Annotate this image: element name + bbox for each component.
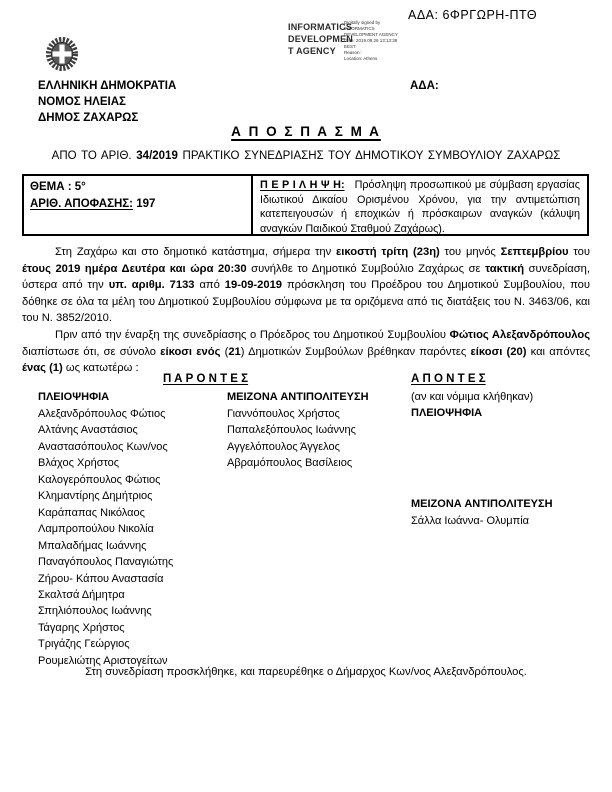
signature-detail-line: Reason: [344, 50, 361, 55]
council-member-name: Σπηλιόπουλος Ιωάννης [38, 605, 152, 618]
text-segment: ) Δημοτικών Συμβούλων βρέθηκαν παρόντες [240, 345, 471, 358]
text-segment: συνήλθε το Δημοτικό Συμβούλιο Ζαχάρως σε [246, 262, 486, 275]
council-member-name: Καλογερόπουλος Φώτιος [38, 473, 161, 486]
council-member-name: Βλάχος Χρήστος [38, 457, 120, 470]
topic-cell [24, 176, 253, 234]
text-segment: Πριν από την έναρξη της συνεδρίασης ο Πρόεδρος του Δημοτικού Συμβουλίου [55, 328, 450, 341]
text-segment: Στη Ζαχάρω και στο δημοτικό κατάστημα, σήμερα την [55, 246, 336, 258]
authority-line-municipality: ΔΗΜΟΣ ΖΑΧΑΡΩΣ [38, 112, 139, 124]
council-member-name: Ζήρου- Κάπου Αναστασία [38, 572, 164, 585]
council-member-name: Σάλλα Ιωάννα- Ολυμπία [411, 515, 530, 527]
council-member-name: Ρουμελιώτης Αριστογείτων [38, 654, 168, 667]
present-opposition-column [227, 389, 369, 472]
text-segment: Φώτιος Αλεξανδρόπουλος [449, 328, 591, 341]
signature-detail-line: DEVELOPMENT AGENCY [344, 32, 398, 37]
text-segment: πρόσκληση του Προέδρου του Δημοτικού Συμβουλίου, που δόθηκε σε όλα τα μέλη του Δημοτικού Συμβουλίου σύμφωνα με τα οριζόμενα από τις διατάξεις του Ν. 3463/06, και του Ν. 3852/2010. [22, 279, 591, 325]
council-member-name: Παναγόπουλος Παναγιώτης [38, 556, 174, 569]
text-segment: 19-09-2019 [224, 279, 283, 292]
absent-majority-label: ΠΛΕΙΟΨΗΦΙΑ [411, 407, 483, 419]
text-segment: υπ. αριθμ. 7133 [108, 279, 195, 292]
signature-agency-line: DEVELOPMEN [288, 34, 354, 44]
text-segment: είκοσι (20) [470, 345, 527, 358]
text-segment: Π Ε Ρ Ι Λ Η Ψ Η: [260, 179, 345, 191]
text-segment: Σεπτεμβρίου [500, 246, 569, 258]
council-member-name: Καράπαπας Νικόλαος [38, 506, 145, 519]
present-majority-list [38, 406, 173, 669]
document-subtitle [0, 150, 612, 162]
theme-number: ΘΕΜΑ : 5° [30, 181, 86, 193]
council-member-name: Μπαλαδήμας Ιωάννης [38, 539, 147, 552]
council-member-name: Σκαλτσά Δήμητρα [38, 588, 125, 601]
text-segment: του μηνός [439, 246, 501, 258]
present-majority-column [38, 389, 173, 669]
summary-cell [253, 176, 587, 234]
issuing-authority [38, 78, 176, 126]
text-segment: εικοστή τρίτη (23η) [336, 246, 440, 258]
text-segment: 21 [228, 345, 241, 358]
text-segment: ένας (1) [22, 362, 63, 375]
council-member-name: Αναστασόπουλος Κων/νος [38, 440, 168, 453]
topic-summary-box [22, 174, 589, 236]
document-title: Α Π Ο Σ Π Α Σ Μ Α [231, 124, 381, 139]
greek-national-emblem-icon [45, 36, 79, 72]
signature-detail-line: EEST [344, 44, 356, 49]
text-segment: είκοσι ενός [160, 345, 221, 358]
absent-header: Α Π Ο Ν Τ Ε Σ [411, 373, 486, 385]
majority-label: ΠΛΕΙΟΨΗΦΙΑ [38, 391, 110, 403]
text-segment: του [568, 246, 590, 258]
absent-note: (αν και νόμιμα κλήθηκαν) [411, 391, 534, 403]
absent-column [411, 389, 553, 529]
text-segment: ( [220, 345, 229, 358]
authority-line-republic: ΕΛΛΗΝΙΚΗ ΔΗΜΟΚΡΑΤΙΑ [38, 80, 177, 92]
signature-agency-line: INFORMATICS [288, 22, 353, 32]
council-member-name: Τριγάζης Γεώργιος [38, 638, 130, 651]
text-segment: ΑΡΙΘ. ΑΠΟΦΑΣΗΣ: [30, 198, 134, 210]
body-text [22, 244, 590, 377]
present-opposition-list [227, 406, 369, 472]
council-member-name: Παπαλεξόπουλος Ιωάννης [227, 424, 356, 437]
ada-code: ΑΔΑ: 6ΦΡΓΩΡΗ-ΠΤΘ [408, 8, 538, 22]
absent-opposition-label: ΜΕΙΖΟΝΑ ΑΝΤΙΠΟΛΙΤΕΥΣΗ [411, 498, 553, 510]
text-segment: διαπίστωσε ότι, σε σύνολο [22, 345, 161, 358]
council-member-name: Λαμπροπούλου Νικολία [38, 523, 154, 536]
text-segment: από [194, 279, 225, 292]
council-member-name: Αβραμόπουλος Βασίλειος [227, 457, 353, 470]
signature-detail-line: Date: 2019.09.26 13:13:38 [344, 38, 398, 43]
digital-signature-details [344, 20, 406, 62]
signature-detail-line: Digitally signed by [344, 20, 381, 25]
signature-detail-line: Location: Athens [344, 56, 378, 61]
text-segment: ΑΠΟ ΤΟ ΑΡΙΘ. [51, 150, 137, 162]
present-header: Π Α Ρ Ο Ν Τ Ε Σ [163, 373, 249, 385]
text-segment: και απόντες [526, 345, 591, 358]
absent-opposition-list [411, 513, 553, 529]
signature-agency-line: T AGENCY [288, 46, 336, 56]
mayor-attendance-note: Στη συνεδρίαση προσκλήθηκε, και παρευρέθηκε ο Δήμαρχος Κων/νος Αλεξανδρόπουλος. [85, 666, 527, 678]
council-member-name: Γιαννόπουλος Χρήστος [227, 408, 340, 420]
decision-number [30, 196, 245, 213]
council-member-name: Κλημαντίρης Δημήτριος [38, 490, 153, 503]
council-member-name: Αλτάνης Αναστάσιος [38, 424, 138, 437]
council-member-name: Αλεξανδρόπουλος Φώτιος [38, 408, 166, 420]
opposition-label: ΜΕΙΖΟΝΑ ΑΝΤΙΠΟΛΙΤΕΥΣΗ [227, 391, 369, 403]
council-member-name: Αγγελόπουλος Άγγελος [227, 440, 340, 453]
text-segment: τακτική [485, 262, 525, 275]
text-segment: 197 [133, 198, 156, 210]
text-segment: ΠΡΑΚΤΙΚΟ ΣΥΝΕΔΡΙΑΣΗΣ ΤΟΥ ΔΗΜΟΤΙΚΟΥ ΣΥΜΒΟΥΛΙΟΥ ΖΑΧΑΡΩΣ [177, 150, 561, 162]
text-segment: ως κατωτέρω : [62, 362, 139, 375]
text-segment: 34/2019 [136, 150, 178, 162]
text-segment: έτους 2019 ημέρα Δευτέρα και ώρα 20:30 [22, 262, 247, 275]
authority-line-prefecture: ΝΟΜΟΣ ΗΛΕΙΑΣ [38, 96, 126, 108]
quorum-paragraph [22, 327, 590, 377]
council-member-name: Τάγαρης Χρήστος [38, 621, 125, 634]
session-intro-paragraph [22, 244, 590, 327]
text-segment: Πρόσληψη προσωπικού με σύμβαση εργασίας Ιδιωτικού Δικαίου Ορισμένου Χρόνου, για την αντιμετώπιση κατεπειγουσών ή εποχικών ή πρόσκαιρων αναγκών (κάλυψη αναγκών Παιδικού Σταθμού Ζαχάρως). [260, 179, 580, 235]
ada-label: ΑΔΑ: [410, 80, 439, 92]
text-segment: συνεδρίαση, ύστερα από την [22, 262, 590, 292]
signature-detail-line: INFORMATICS [344, 26, 375, 31]
